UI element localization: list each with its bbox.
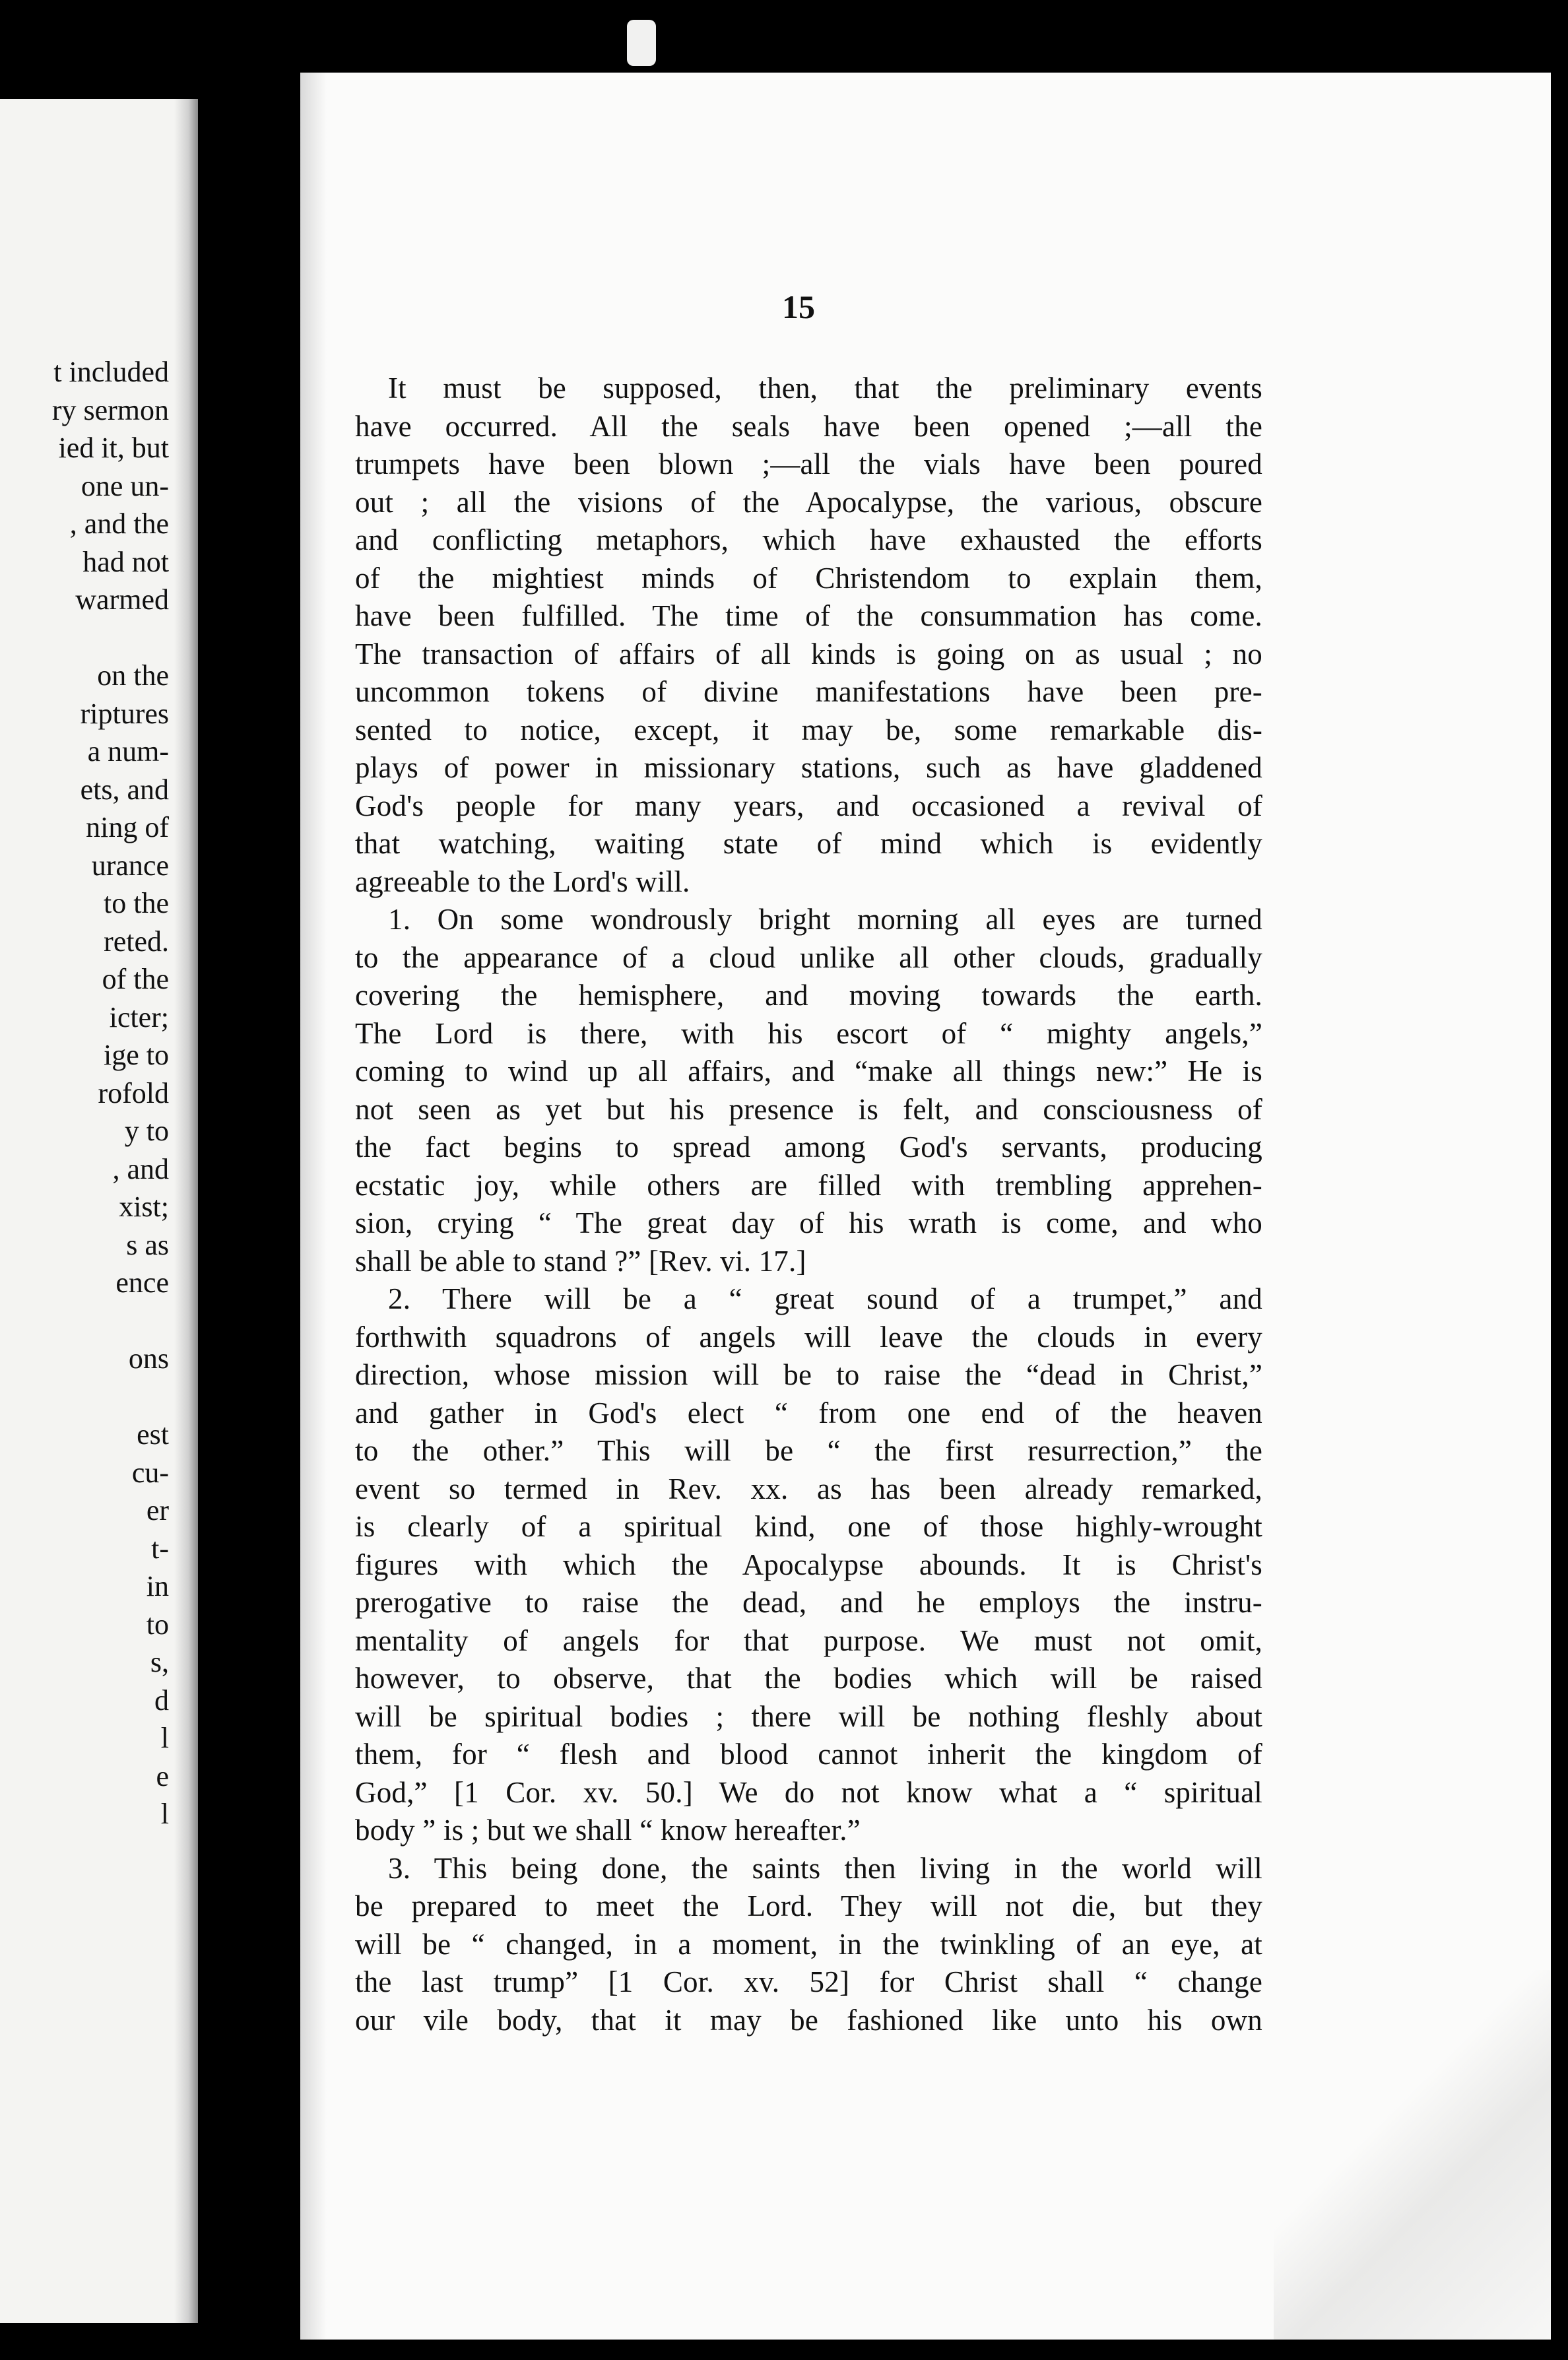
left-page-line: warmed xyxy=(75,583,169,616)
left-page-line: cu- xyxy=(131,1456,169,1489)
left-page-line xyxy=(0,1378,185,1416)
text-line: plays of power in missionary stations, such as have gladdened xyxy=(355,751,1262,784)
text-line: and gather in God's elect “ from one end of the heaven xyxy=(355,1396,1262,1429)
text-line: 3. This being done, the saints then living in the world will xyxy=(388,1851,1262,1885)
text-line: them, for “ flesh and blood cannot inherit the kingdom of xyxy=(355,1738,1262,1771)
left-page-line: ence xyxy=(115,1266,169,1299)
left-page-line: one un- xyxy=(81,469,169,502)
text-line: will be “ changed, in a moment, in the twinkling of an eye, at xyxy=(355,1927,1262,1961)
left-page-line: had not xyxy=(82,545,169,578)
text-line: God's people for many years, and occasioned a revival of xyxy=(355,789,1262,822)
text-line: mentality of angels for that purpose. We must not omit, xyxy=(355,1623,1262,1657)
text-line: the last trump” [1 Cor. xv. 52] for Christ shall “ change xyxy=(355,1965,1262,1998)
left-page-line xyxy=(0,1302,185,1340)
left-page-line: s as xyxy=(126,1228,169,1261)
left-page-line: y to xyxy=(124,1115,169,1147)
text-line: the fact begins to spread among God's servants, producing xyxy=(355,1131,1262,1164)
text-line: direction, whose mission will be to raise the “dead in Christ,” xyxy=(355,1358,1262,1391)
left-page-line: l xyxy=(160,1722,169,1754)
text-line: however, to observe, that the bodies which will be raised xyxy=(355,1662,1262,1695)
text-line: 2. There will be a “ great sound of a trumpet,” and xyxy=(388,1282,1262,1315)
left-page-line: s, xyxy=(150,1646,169,1678)
text-line: figures with which the Apocalypse abounds. It is Christ's xyxy=(355,1548,1262,1581)
left-page-line: d xyxy=(154,1684,169,1717)
left-page-line: xist; xyxy=(119,1191,169,1223)
text-line: uncommon tokens of divine manifestations have been pre- xyxy=(355,675,1262,708)
left-page-line: , and the xyxy=(69,508,169,540)
text-line: of the mightiest minds of Christendom to explain them, xyxy=(355,561,1262,595)
text-line: shall be able to stand ?” [Rev. vi. 17.] xyxy=(355,1244,806,1278)
text-line: to the other.” This will be “ the first resurrection,” the xyxy=(355,1434,1262,1467)
text-line: God,” [1 Cor. xv. 50.] We do not know what a “ spiritual xyxy=(355,1775,1262,1809)
left-page-line: urance xyxy=(91,849,169,882)
page-fold-shadow xyxy=(300,73,327,2340)
text-line: The Lord is there, with his escort of “ mighty angels,” xyxy=(355,1016,1262,1050)
left-page-line: t included xyxy=(53,356,169,388)
left-page-line: to the xyxy=(104,887,169,919)
left-page-line: in xyxy=(146,1570,169,1602)
left-page-line: ige to xyxy=(104,1039,169,1071)
text-line: our vile body, that it may be fashioned like unto his own xyxy=(355,2003,1262,2037)
page-body-text xyxy=(355,370,1262,2039)
left-page-line: ons xyxy=(128,1342,169,1375)
left-page-line: a num- xyxy=(87,735,169,768)
paper-tab xyxy=(627,20,656,66)
left-page-line: t- xyxy=(151,1532,169,1565)
text-line: not seen as yet but his presence is felt, and consciousness of xyxy=(355,1092,1262,1126)
text-line: prerogative to raise the dead, and he employs the instru- xyxy=(355,1586,1262,1619)
text-line: and conflicting metaphors, which have exhausted the efforts xyxy=(355,523,1262,556)
left-page-line: er xyxy=(146,1494,169,1526)
text-line: covering the hemisphere, and moving towards the earth. xyxy=(355,979,1262,1012)
left-page-line: rofold xyxy=(98,1076,169,1109)
left-page-line xyxy=(0,619,185,657)
left-page-line: ied it, but xyxy=(58,432,169,464)
text-line: trumpets have been blown ;—all the vials have been poured xyxy=(355,447,1262,480)
left-page-line: on the xyxy=(97,659,169,692)
text-line: body ” is ; but we shall “ know hereafter.” xyxy=(355,1814,861,1847)
folded-page-corner xyxy=(1274,1970,1551,2340)
text-line: ecstatic joy, while others are filled with trembling apprehen- xyxy=(355,1168,1262,1202)
text-line: 1. On some wondrously bright morning all eyes are turned xyxy=(388,903,1262,936)
text-line: is clearly of a spiritual kind, one of those highly-wrought xyxy=(355,1510,1262,1543)
left-page-line: , and xyxy=(112,1152,169,1185)
text-line: be prepared to meet the Lord. They will not die, but they xyxy=(355,1889,1262,1922)
text-line: have been fulfilled. The time of the consummation has come. xyxy=(355,599,1262,632)
text-line: agreeable to the Lord's will. xyxy=(355,865,690,898)
left-page-line: to xyxy=(146,1608,169,1641)
text-line: forthwith squadrons of angels will leave the clouds in every xyxy=(355,1320,1262,1354)
text-line: sented to notice, except, it may be, some remarkable dis- xyxy=(355,713,1262,746)
left-page-line: e xyxy=(156,1759,169,1792)
left-page-line: of the xyxy=(102,963,169,995)
left-page-line: l xyxy=(160,1798,169,1830)
text-line: event so termed in Rev. xx. as has been already remarked, xyxy=(355,1472,1262,1505)
text-line: to the appearance of a cloud unlike all other clouds, gradually xyxy=(355,940,1262,974)
text-line: that watching, waiting state of mind which is evidently xyxy=(355,827,1262,860)
text-line: The transaction of affairs of all kinds is going on as usual ; no xyxy=(355,637,1262,671)
text-line: out ; all the visions of the Apocalypse, the various, obscure xyxy=(355,485,1262,519)
left-page-line: ry sermon xyxy=(51,393,169,426)
text-line: coming to wind up all affairs, and “make all things new:” He is xyxy=(355,1055,1262,1088)
left-page-line: ning of xyxy=(86,811,169,843)
left-page-line: icter; xyxy=(109,1000,169,1033)
page-number: 15 xyxy=(782,288,815,325)
text-line: will be spiritual bodies ; there will be nothing fleshly about xyxy=(355,1699,1262,1733)
left-page-line: est xyxy=(137,1418,169,1451)
left-page-fragment xyxy=(0,99,198,2323)
left-page-line: ets, and xyxy=(80,773,169,806)
text-line: have occurred. All the seals have been opened ;—all the xyxy=(355,409,1262,443)
left-page-line: riptures xyxy=(80,697,169,730)
text-line: sion, crying “ The great day of his wrath is come, and who xyxy=(355,1206,1262,1239)
left-page-text xyxy=(0,353,185,1833)
text-line: It must be supposed, then, that the preliminary events xyxy=(388,372,1262,405)
left-page-line: reted. xyxy=(104,925,169,958)
